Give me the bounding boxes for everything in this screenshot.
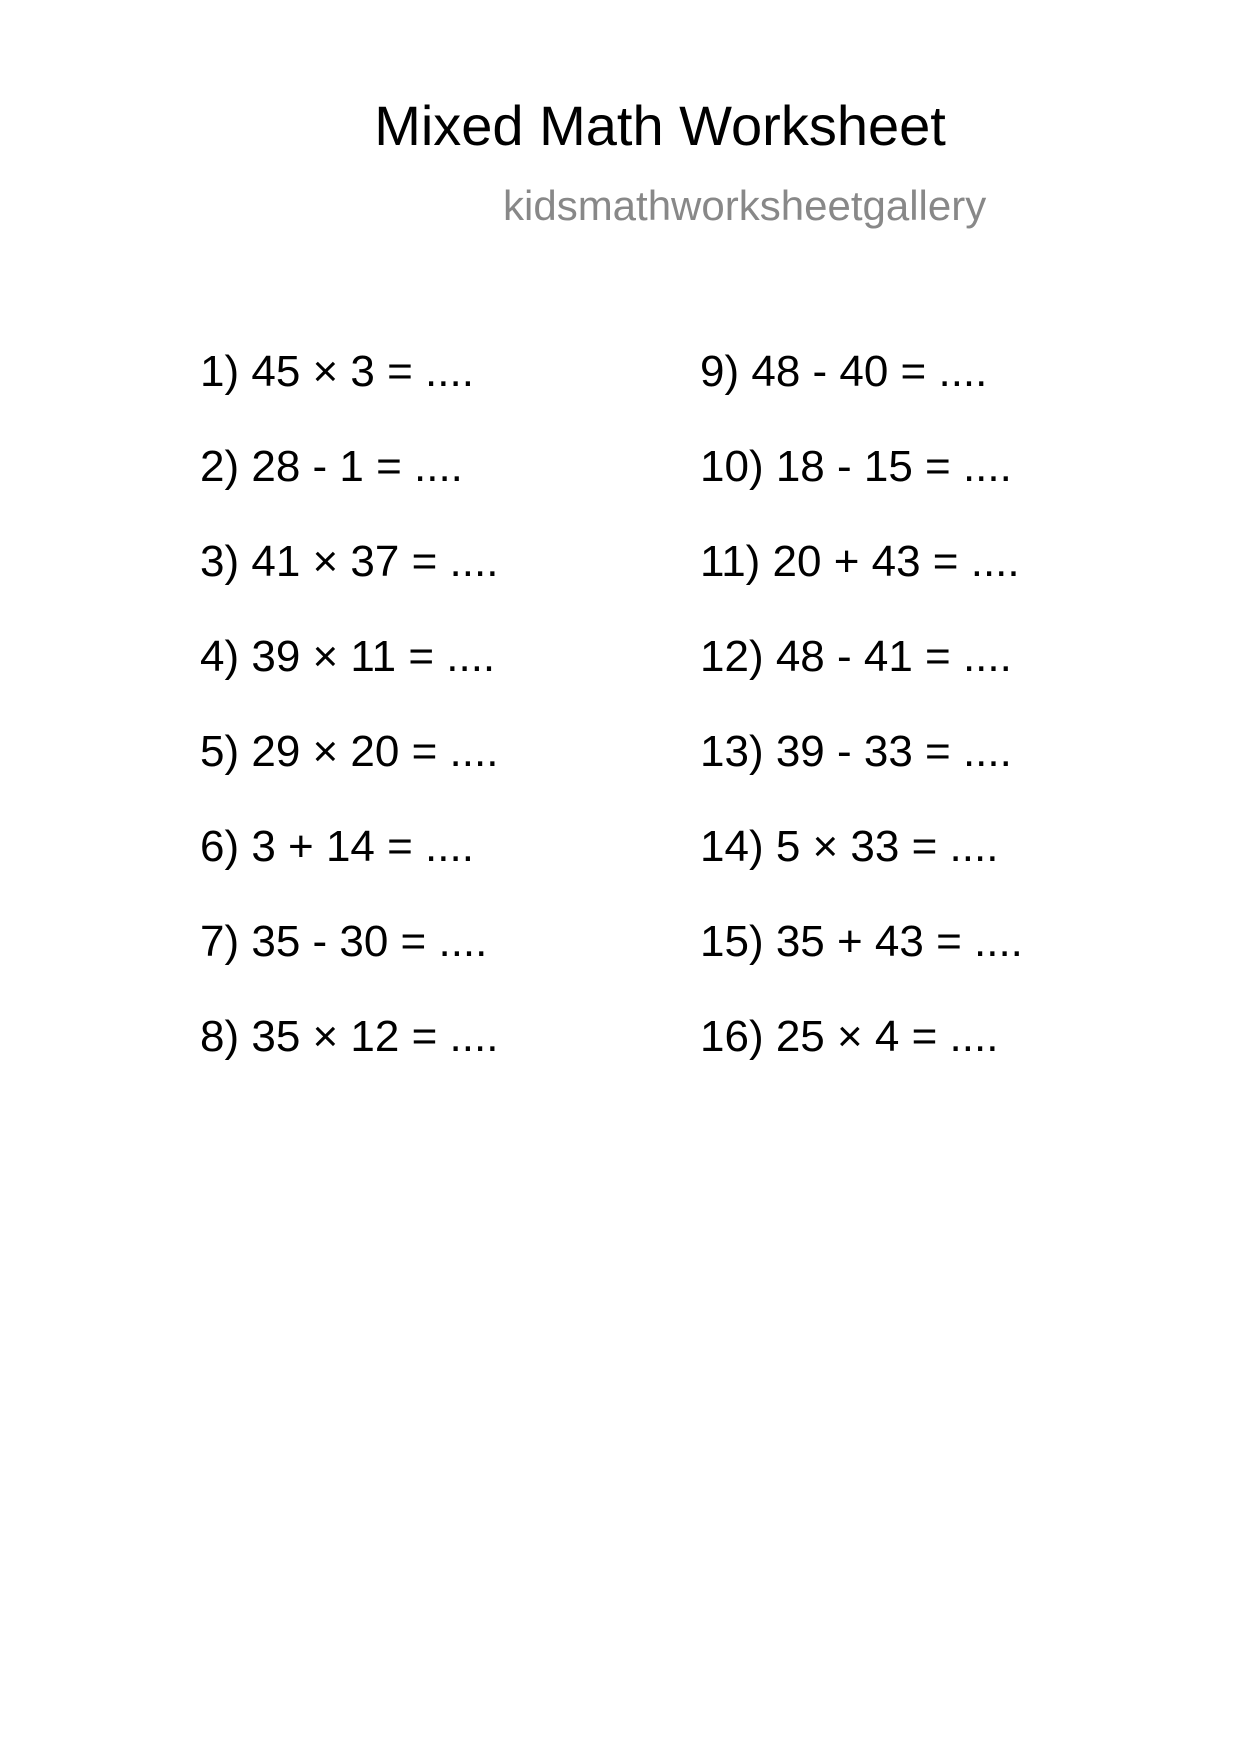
problem-15: 15) 35 + 43 = .... (700, 917, 1023, 966)
problem-14: 14) 5 × 33 = .... (700, 822, 999, 871)
problem-7: 7) 35 - 30 = .... (200, 917, 488, 966)
problem-12: 12) 48 - 41 = .... (700, 632, 1012, 681)
problem-13: 13) 39 - 33 = .... (700, 727, 1012, 776)
problem-2: 2) 28 - 1 = .... (200, 442, 463, 491)
page-title: Mixed Math Worksheet (374, 94, 946, 157)
problem-10: 10) 18 - 15 = .... (700, 442, 1012, 491)
problem-16: 16) 25 × 4 = .... (700, 1012, 999, 1061)
problem-9: 9) 48 - 40 = .... (700, 347, 988, 396)
problem-column-left (200, 347, 499, 1110)
problem-5: 5) 29 × 20 = .... (200, 727, 499, 776)
problem-6: 6) 3 + 14 = .... (200, 822, 474, 871)
problem-8: 8) 35 × 12 = .... (200, 1012, 499, 1061)
problem-1: 1) 45 × 3 = .... (200, 347, 474, 396)
problem-3: 3) 41 × 37 = .... (200, 537, 499, 586)
problem-4: 4) 39 × 11 = .... (200, 632, 496, 681)
problem-column-right (700, 347, 1023, 1110)
problem-11: 11) 20 + 43 = .... (700, 537, 1020, 586)
site-name: kidsmathworksheetgallery (503, 182, 987, 229)
